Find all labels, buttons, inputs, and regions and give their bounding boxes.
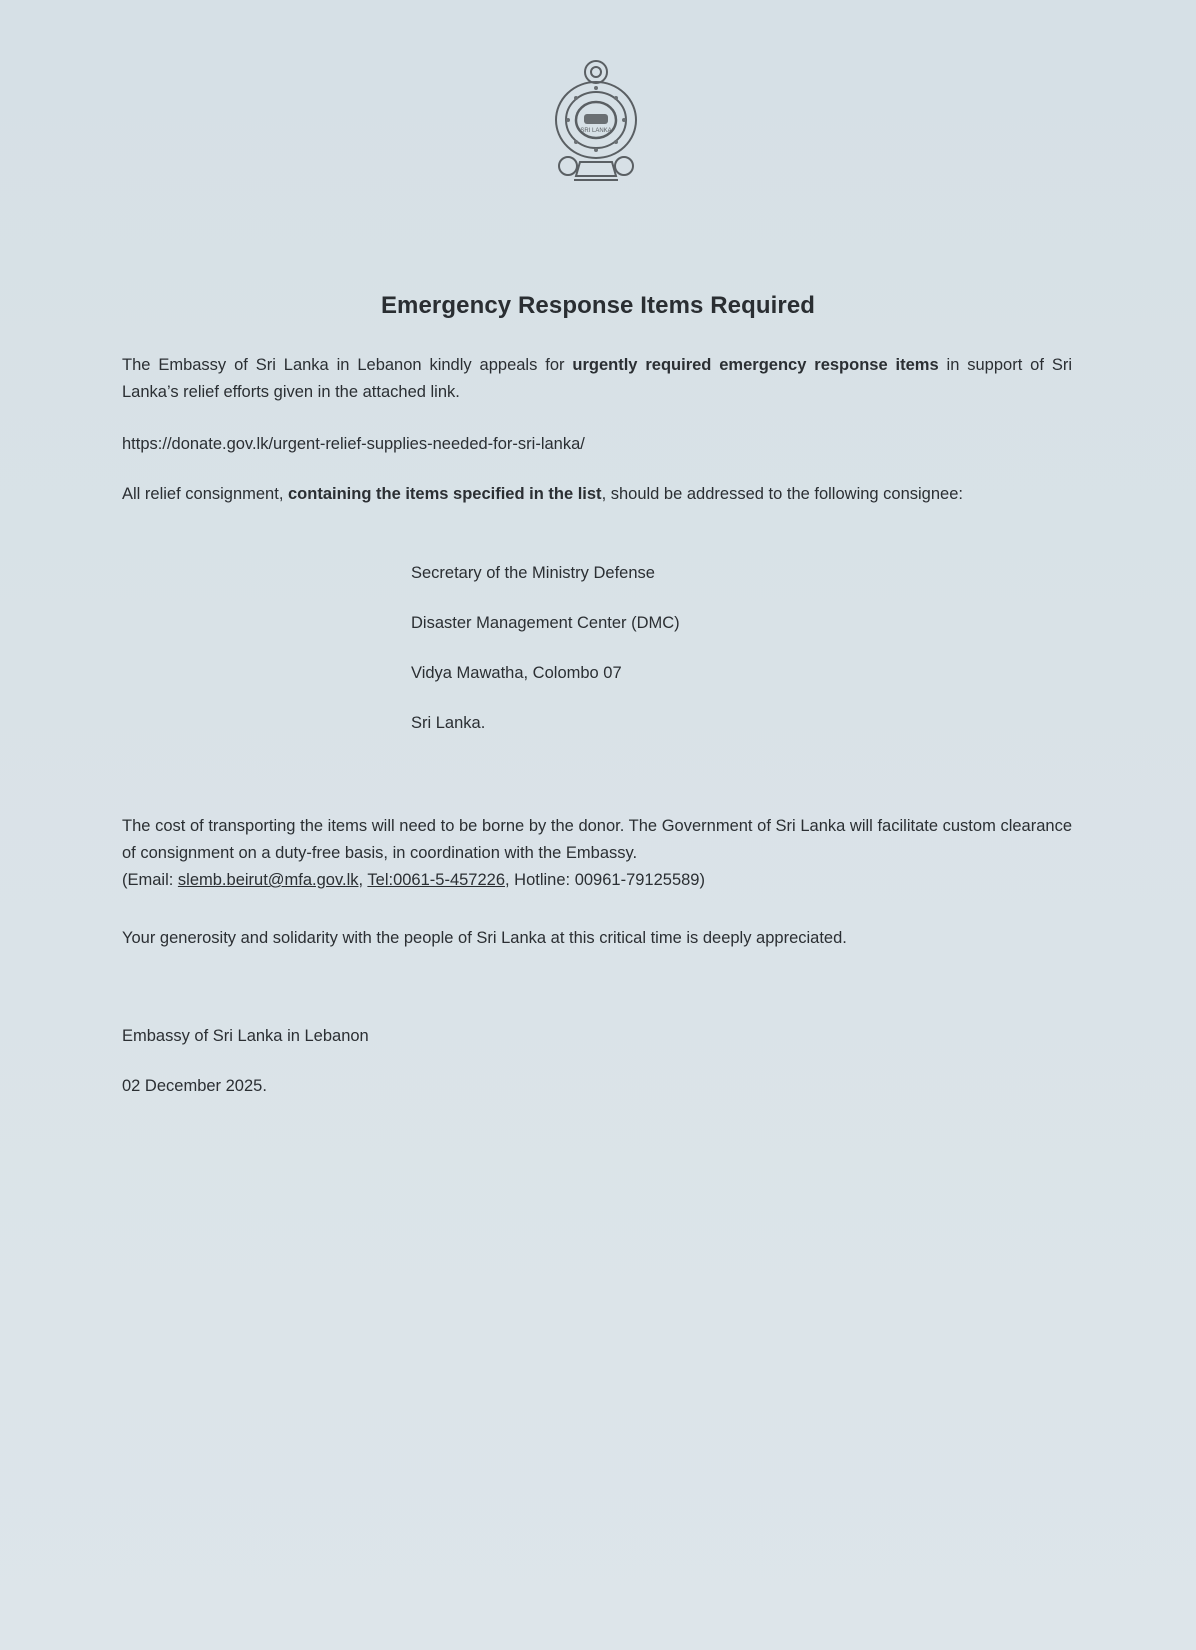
cost-text: The cost of transporting the items will need to be borne by the donor. The Government of Sri Lanka will facilitate custom clearance of consignment on a duty-free basis, in coordination with the Embassy.: [122, 817, 1072, 862]
consignment-text-end: , should be addressed to the following consignee:: [601, 485, 963, 503]
hotline-text: , Hotline: 00961-79125589): [505, 871, 705, 889]
page-title: Emergency Response Items Required: [380, 292, 816, 319]
intro-text-end: in support of Sri Lanka’s relief efforts given in the attached link.: [122, 356, 1072, 401]
cost-paragraph: [122, 813, 1072, 894]
consignment-paragraph: [122, 481, 1072, 508]
intro-paragraph: [122, 352, 1072, 406]
intro-text: The Embassy of Sri Lanka in Lebanon kindly appeals for: [122, 356, 573, 374]
consignment-text: All relief consignment,: [122, 485, 288, 503]
address-line: Vidya Mawatha, Colombo 07: [411, 664, 622, 682]
intro-bold-text: urgently required emergency response items: [572, 356, 939, 374]
phone-link[interactable]: Tel:0061-5-457226: [367, 871, 505, 889]
consignment-bold-text: containing the items specified in the list: [288, 485, 602, 503]
donation-link[interactable]: https://donate.gov.lk/urgent-relief-supplies-needed-for-sri-lanka/: [122, 435, 585, 453]
sri-lanka-emblem-icon: [550, 58, 642, 184]
address-line: Disaster Management Center (DMC): [411, 614, 680, 632]
signature-org: Embassy of Sri Lanka in Lebanon: [122, 1027, 369, 1045]
signature-date: 02 December 2025.: [122, 1077, 267, 1095]
address-line: Sri Lanka.: [411, 714, 486, 732]
contact-separator: ,: [358, 871, 368, 889]
address-line: Secretary of the Ministry Defense: [411, 564, 655, 582]
closing-paragraph: Your generosity and solidarity with the people of Sri Lanka at this critical time is deeply appreciated.: [122, 929, 847, 947]
emblem-text: SRI LANKA: [580, 128, 612, 134]
email-link[interactable]: slemb.beirut@mfa.gov.lk: [177, 871, 359, 889]
contact-prefix: (Email:: [122, 871, 178, 889]
